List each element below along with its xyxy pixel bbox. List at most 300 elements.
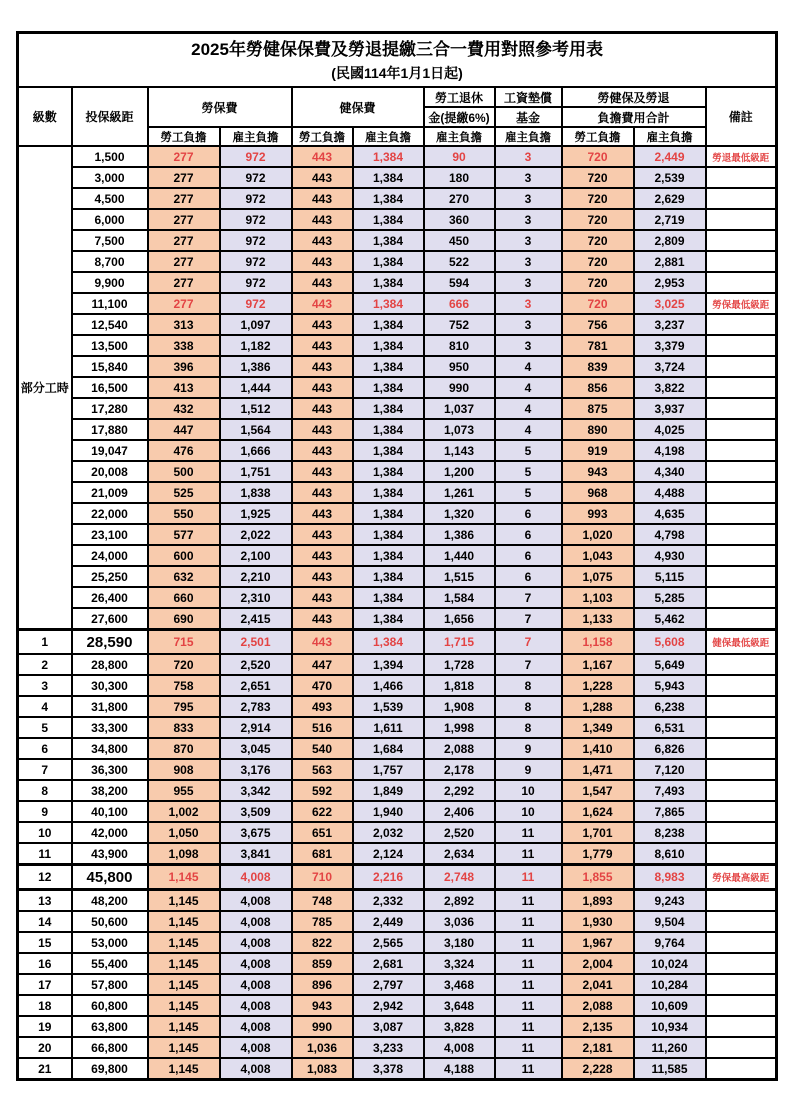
fee-cell: 3,378 — [353, 1058, 424, 1080]
fee-cell: 1,228 — [562, 675, 634, 696]
fee-cell: 720 — [562, 188, 634, 209]
fee-cell: 1,036 — [292, 1037, 353, 1058]
fee-cell: 3 — [495, 167, 562, 188]
bracket-cell: 24,000 — [72, 545, 148, 566]
table-row — [18, 566, 777, 587]
table-row — [18, 780, 777, 801]
fee-cell: 1,666 — [220, 440, 292, 461]
col-header-level: 級數 — [18, 87, 72, 146]
remark-cell — [706, 587, 777, 608]
table-row — [18, 738, 777, 759]
fee-cell: 270 — [424, 188, 495, 209]
fee-cell: 3,724 — [634, 356, 706, 377]
fee-cell: 10 — [495, 801, 562, 822]
fee-cell: 1,386 — [424, 524, 495, 545]
subheader-pension-employer: 雇主負擔 — [424, 127, 495, 146]
remark-cell — [706, 801, 777, 822]
fee-cell: 2,449 — [353, 911, 424, 932]
level-cell: 8 — [18, 780, 72, 801]
level-cell: 7 — [18, 759, 72, 780]
bracket-cell: 55,400 — [72, 953, 148, 974]
fee-cell: 1,320 — [424, 503, 495, 524]
fee-cell: 1,097 — [220, 314, 292, 335]
fee-cell: 720 — [562, 293, 634, 314]
fee-cell: 7 — [495, 587, 562, 608]
fee-cell: 1,908 — [424, 696, 495, 717]
fee-cell: 1,002 — [148, 801, 220, 822]
fee-cell: 1,145 — [148, 890, 220, 912]
fee-cell: 2,565 — [353, 932, 424, 953]
fee-cell: 666 — [424, 293, 495, 314]
fee-cell: 11 — [495, 974, 562, 995]
level-cell: 12 — [18, 865, 72, 890]
fee-cell: 968 — [562, 482, 634, 503]
fee-cell: 2,914 — [220, 717, 292, 738]
fee-cell: 3 — [495, 209, 562, 230]
fee-cell: 3 — [495, 188, 562, 209]
fee-cell: 7 — [495, 654, 562, 675]
fee-cell: 1,893 — [562, 890, 634, 912]
fee-cell: 7,865 — [634, 801, 706, 822]
fee-cell: 896 — [292, 974, 353, 995]
fee-cell: 443 — [292, 272, 353, 293]
bracket-cell: 23,100 — [72, 524, 148, 545]
fee-cell: 443 — [292, 630, 353, 655]
table-row — [18, 524, 777, 545]
col-header-pension-line2: 金(提繳6%) — [424, 107, 495, 127]
remark-cell — [706, 398, 777, 419]
fee-cell: 11 — [495, 932, 562, 953]
bracket-cell: 8,700 — [72, 251, 148, 272]
bracket-cell: 11,100 — [72, 293, 148, 314]
fee-cell: 943 — [292, 995, 353, 1016]
bracket-cell: 17,280 — [72, 398, 148, 419]
fee-cell: 594 — [424, 272, 495, 293]
level-cell: 21 — [18, 1058, 72, 1080]
remark-cell: 勞保最高級距 — [706, 865, 777, 890]
bracket-cell: 53,000 — [72, 932, 148, 953]
fee-cell: 1,940 — [353, 801, 424, 822]
fee-cell: 972 — [220, 209, 292, 230]
fee-cell: 8 — [495, 717, 562, 738]
fee-cell: 1,384 — [353, 524, 424, 545]
fee-table-body — [18, 146, 777, 1080]
fee-cell: 277 — [148, 146, 220, 167]
subheader-health-employee: 勞工負擔 — [292, 127, 353, 146]
fee-cell: 660 — [148, 587, 220, 608]
table-row — [18, 953, 777, 974]
fee-cell: 972 — [220, 146, 292, 167]
fee-cell: 10,024 — [634, 953, 706, 974]
table-row — [18, 717, 777, 738]
level-cell: 5 — [18, 717, 72, 738]
table-row — [18, 822, 777, 843]
fee-cell: 972 — [220, 230, 292, 251]
fee-cell: 2,881 — [634, 251, 706, 272]
fee-cell: 2,501 — [220, 630, 292, 655]
fee-cell: 1,384 — [353, 251, 424, 272]
level-cell: 15 — [18, 932, 72, 953]
remark-cell — [706, 654, 777, 675]
level-cell: 13 — [18, 890, 72, 912]
bracket-cell: 17,880 — [72, 419, 148, 440]
fee-cell: 715 — [148, 630, 220, 655]
fee-cell: 2,332 — [353, 890, 424, 912]
fee-cell: 3,324 — [424, 953, 495, 974]
fee-cell: 1,998 — [424, 717, 495, 738]
fee-cell: 4,008 — [220, 974, 292, 995]
bracket-cell: 66,800 — [72, 1037, 148, 1058]
header-row-1 — [18, 87, 777, 107]
fee-cell: 1,384 — [353, 314, 424, 335]
fee-cell: 1,384 — [353, 230, 424, 251]
fee-cell: 1,145 — [148, 911, 220, 932]
fee-cell: 443 — [292, 251, 353, 272]
fee-cell: 1,384 — [353, 356, 424, 377]
bracket-cell: 69,800 — [72, 1058, 148, 1080]
fee-cell: 443 — [292, 335, 353, 356]
remark-cell — [706, 230, 777, 251]
table-row — [18, 335, 777, 356]
col-header-health-insurance: 健保費 — [292, 87, 424, 127]
fee-cell: 3,025 — [634, 293, 706, 314]
fee-cell: 3,237 — [634, 314, 706, 335]
fee-cell: 11 — [495, 865, 562, 890]
fee-cell: 277 — [148, 272, 220, 293]
fee-cell: 1,145 — [148, 953, 220, 974]
fee-cell: 3 — [495, 335, 562, 356]
fee-cell: 6 — [495, 545, 562, 566]
fee-cell: 516 — [292, 717, 353, 738]
level-cell: 14 — [18, 911, 72, 932]
fee-cell: 338 — [148, 335, 220, 356]
fee-cell: 622 — [292, 801, 353, 822]
table-row — [18, 911, 777, 932]
fee-cell: 9,504 — [634, 911, 706, 932]
level-cell: 18 — [18, 995, 72, 1016]
fee-cell: 443 — [292, 587, 353, 608]
fee-cell: 277 — [148, 167, 220, 188]
fee-cell: 1,728 — [424, 654, 495, 675]
fee-cell: 3,468 — [424, 974, 495, 995]
fee-cell: 7 — [495, 630, 562, 655]
bracket-cell: 13,500 — [72, 335, 148, 356]
fee-cell: 277 — [148, 293, 220, 314]
fee-cell: 11,260 — [634, 1037, 706, 1058]
fee-cell: 748 — [292, 890, 353, 912]
fee-cell: 6,826 — [634, 738, 706, 759]
fee-cell: 2,748 — [424, 865, 495, 890]
fee-cell: 4,008 — [220, 911, 292, 932]
table-row — [18, 419, 777, 440]
fee-cell: 11 — [495, 1016, 562, 1037]
fee-cell: 856 — [562, 377, 634, 398]
fee-cell: 1,384 — [353, 482, 424, 503]
fee-cell: 4,008 — [220, 932, 292, 953]
fee-cell: 720 — [562, 146, 634, 167]
fee-cell: 908 — [148, 759, 220, 780]
fee-cell: 839 — [562, 356, 634, 377]
fee-cell: 592 — [292, 780, 353, 801]
col-header-labor-insurance: 勞保費 — [148, 87, 292, 127]
table-row — [18, 843, 777, 865]
fee-cell: 1,050 — [148, 822, 220, 843]
fee-cell: 3,045 — [220, 738, 292, 759]
table-row — [18, 146, 777, 167]
remark-cell — [706, 503, 777, 524]
fee-cell: 1,967 — [562, 932, 634, 953]
fee-cell: 690 — [148, 608, 220, 630]
fee-cell: 1,384 — [353, 440, 424, 461]
fee-cell: 972 — [220, 251, 292, 272]
fee-cell: 943 — [562, 461, 634, 482]
bracket-cell: 50,600 — [72, 911, 148, 932]
fee-cell: 1,855 — [562, 865, 634, 890]
fee-cell: 450 — [424, 230, 495, 251]
remark-cell — [706, 209, 777, 230]
fee-cell: 833 — [148, 717, 220, 738]
level-cell-partial-time: 部分工時 — [18, 146, 72, 630]
fee-cell: 2,681 — [353, 953, 424, 974]
fee-cell: 1,751 — [220, 461, 292, 482]
fee-cell: 8,238 — [634, 822, 706, 843]
bracket-cell: 3,000 — [72, 167, 148, 188]
bracket-cell: 20,008 — [72, 461, 148, 482]
fee-cell: 1,384 — [353, 335, 424, 356]
fee-cell: 2,041 — [562, 974, 634, 995]
fee-cell: 443 — [292, 419, 353, 440]
fee-cell: 432 — [148, 398, 220, 419]
fee-cell: 4,008 — [220, 1016, 292, 1037]
fee-cell: 1,349 — [562, 717, 634, 738]
fee-cell: 2,022 — [220, 524, 292, 545]
fee-cell: 6 — [495, 503, 562, 524]
fee-cell: 720 — [562, 272, 634, 293]
fee-cell: 476 — [148, 440, 220, 461]
fee-cell: 1,564 — [220, 419, 292, 440]
bracket-cell: 42,000 — [72, 822, 148, 843]
level-cell: 20 — [18, 1037, 72, 1058]
subheader-labor-employee: 勞工負擔 — [148, 127, 220, 146]
fee-cell: 11 — [495, 953, 562, 974]
fee-cell: 822 — [292, 932, 353, 953]
fee-cell: 563 — [292, 759, 353, 780]
fee-cell: 11 — [495, 890, 562, 912]
fee-cell: 9 — [495, 759, 562, 780]
remark-cell: 勞保最低級距 — [706, 293, 777, 314]
fee-cell: 8,983 — [634, 865, 706, 890]
table-row — [18, 675, 777, 696]
fee-cell: 2,719 — [634, 209, 706, 230]
remark-cell — [706, 545, 777, 566]
col-header-bracket: 投保級距 — [72, 87, 148, 146]
fee-cell: 2,942 — [353, 995, 424, 1016]
fee-cell: 443 — [292, 608, 353, 630]
fee-cell: 7,493 — [634, 780, 706, 801]
fee-cell: 2,809 — [634, 230, 706, 251]
fee-cell: 1,288 — [562, 696, 634, 717]
fee-cell: 972 — [220, 188, 292, 209]
remark-cell — [706, 738, 777, 759]
remark-cell — [706, 759, 777, 780]
fee-cell: 4,008 — [220, 953, 292, 974]
fee-cell: 1,512 — [220, 398, 292, 419]
fee-cell: 752 — [424, 314, 495, 335]
table-row — [18, 167, 777, 188]
fee-cell: 1,145 — [148, 974, 220, 995]
fee-cell: 4,025 — [634, 419, 706, 440]
fee-cell: 6 — [495, 566, 562, 587]
fee-cell: 720 — [148, 654, 220, 675]
remark-cell — [706, 717, 777, 738]
fee-cell: 1,440 — [424, 545, 495, 566]
fee-cell: 493 — [292, 696, 353, 717]
fee-cell: 1,779 — [562, 843, 634, 865]
remark-cell: 勞退最低級距 — [706, 146, 777, 167]
fee-cell: 5,285 — [634, 587, 706, 608]
fee-cell: 443 — [292, 482, 353, 503]
fee-cell: 2,449 — [634, 146, 706, 167]
page-title: 2025年勞健保保費及勞退提繳三合一費用對照參考用表 — [191, 40, 603, 59]
fee-cell: 10,934 — [634, 1016, 706, 1037]
remark-cell — [706, 890, 777, 912]
bracket-cell: 9,900 — [72, 272, 148, 293]
fee-cell: 1,466 — [353, 675, 424, 696]
level-cell: 17 — [18, 974, 72, 995]
fee-cell: 413 — [148, 377, 220, 398]
remark-cell — [706, 843, 777, 865]
table-row — [18, 890, 777, 912]
fee-cell: 1,925 — [220, 503, 292, 524]
fee-cell: 180 — [424, 167, 495, 188]
bracket-cell: 7,500 — [72, 230, 148, 251]
fee-cell: 2,629 — [634, 188, 706, 209]
fee-cell: 11 — [495, 843, 562, 865]
remark-cell — [706, 167, 777, 188]
fee-cell: 720 — [562, 230, 634, 251]
bracket-cell: 48,200 — [72, 890, 148, 912]
fee-cell: 277 — [148, 251, 220, 272]
bracket-cell: 40,100 — [72, 801, 148, 822]
fee-cell: 875 — [562, 398, 634, 419]
fee-cell: 785 — [292, 911, 353, 932]
fee-cell: 4,188 — [424, 1058, 495, 1080]
fee-cell: 443 — [292, 398, 353, 419]
fee-cell: 2,292 — [424, 780, 495, 801]
fee-cell: 1,684 — [353, 738, 424, 759]
fee-cell: 10 — [495, 780, 562, 801]
fee-cell: 2,539 — [634, 167, 706, 188]
fee-cell: 443 — [292, 461, 353, 482]
subheader-labor-employer: 雇主負擔 — [220, 127, 292, 146]
bracket-cell: 25,250 — [72, 566, 148, 587]
remark-cell — [706, 696, 777, 717]
title-row — [18, 33, 777, 88]
fee-cell: 3,087 — [353, 1016, 424, 1037]
table-row — [18, 1016, 777, 1037]
level-cell: 11 — [18, 843, 72, 865]
fee-cell: 277 — [148, 209, 220, 230]
fee-cell: 1,145 — [148, 932, 220, 953]
fee-cell: 1,818 — [424, 675, 495, 696]
remark-cell — [706, 188, 777, 209]
fee-cell: 11 — [495, 1058, 562, 1080]
fee-cell: 540 — [292, 738, 353, 759]
fee-cell: 3 — [495, 314, 562, 335]
fee-cell: 277 — [148, 188, 220, 209]
fee-cell: 1,145 — [148, 1037, 220, 1058]
fee-cell: 3,342 — [220, 780, 292, 801]
fee-cell: 2,004 — [562, 953, 634, 974]
fee-cell: 600 — [148, 545, 220, 566]
bracket-cell: 63,800 — [72, 1016, 148, 1037]
fee-cell: 10,284 — [634, 974, 706, 995]
fee-cell: 1,384 — [353, 419, 424, 440]
fee-cell: 972 — [220, 272, 292, 293]
bracket-cell: 15,840 — [72, 356, 148, 377]
fee-cell: 1,384 — [353, 377, 424, 398]
remark-cell — [706, 356, 777, 377]
subheader-health-employer: 雇主負擔 — [353, 127, 424, 146]
bracket-cell: 26,400 — [72, 587, 148, 608]
table-row — [18, 482, 777, 503]
bracket-cell: 43,900 — [72, 843, 148, 865]
fee-cell: 2,520 — [220, 654, 292, 675]
fee-cell: 2,797 — [353, 974, 424, 995]
fee-cell: 11 — [495, 822, 562, 843]
table-row — [18, 356, 777, 377]
fee-cell: 1,167 — [562, 654, 634, 675]
fee-cell: 443 — [292, 209, 353, 230]
fee-cell: 1,384 — [353, 188, 424, 209]
bracket-cell: 4,500 — [72, 188, 148, 209]
fee-cell: 2,415 — [220, 608, 292, 630]
fee-cell: 3,379 — [634, 335, 706, 356]
fee-cell: 859 — [292, 953, 353, 974]
fee-cell: 758 — [148, 675, 220, 696]
fee-cell: 1,384 — [353, 630, 424, 655]
fee-cell: 5 — [495, 440, 562, 461]
table-row — [18, 1037, 777, 1058]
fee-cell: 1,182 — [220, 335, 292, 356]
fee-cell: 1,624 — [562, 801, 634, 822]
remark-cell — [706, 953, 777, 974]
fee-cell: 4,008 — [220, 1058, 292, 1080]
fee-cell: 8 — [495, 696, 562, 717]
fee-cell: 8 — [495, 675, 562, 696]
remark-cell — [706, 377, 777, 398]
level-cell: 1 — [18, 630, 72, 655]
remark-cell — [706, 440, 777, 461]
bracket-cell: 57,800 — [72, 974, 148, 995]
fee-cell: 2,892 — [424, 890, 495, 912]
bracket-cell: 22,000 — [72, 503, 148, 524]
fee-cell: 3,180 — [424, 932, 495, 953]
bracket-cell: 12,540 — [72, 314, 148, 335]
fee-cell: 522 — [424, 251, 495, 272]
fee-cell: 3,176 — [220, 759, 292, 780]
remark-cell — [706, 932, 777, 953]
fee-cell: 1,384 — [353, 146, 424, 167]
fee-cell: 313 — [148, 314, 220, 335]
fee-cell: 890 — [562, 419, 634, 440]
bracket-cell: 33,300 — [72, 717, 148, 738]
fee-cell: 2,124 — [353, 843, 424, 865]
fee-comparison-table — [16, 31, 778, 1081]
col-header-total-line2: 負擔費用合計 — [562, 107, 706, 127]
fee-cell: 2,783 — [220, 696, 292, 717]
remark-cell — [706, 314, 777, 335]
